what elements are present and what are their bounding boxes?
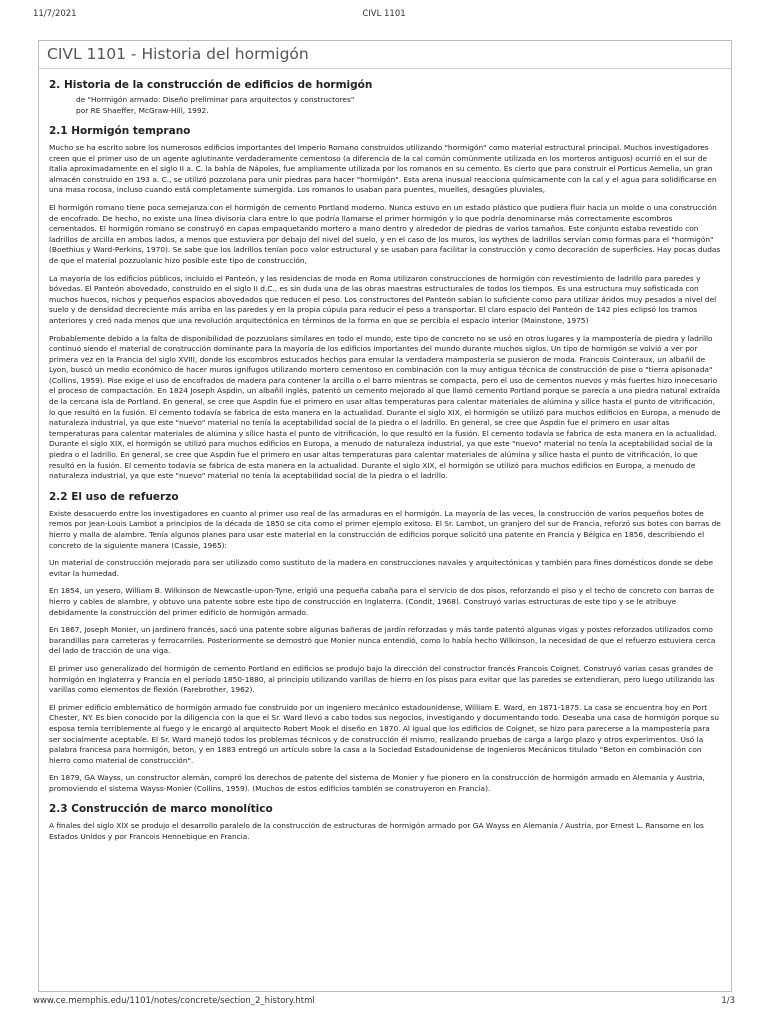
main-content <box>39 69 731 843</box>
reference-line: de "Hormigón armado: Diseño preliminar para arquitectos y constructores" <box>76 95 355 104</box>
paragraph: A finales del siglo XIX se produjo el desarrollo paralelo de la construcción de estructuras de hormigón armado por GA Wayss en Alemania / Austria, por Ernest L. Ransome en los Estados Unidos y por Francois Hennebique en Francia. <box>49 821 704 842</box>
print-header <box>0 0 768 24</box>
paragraph: La mayoría de los edificios públicos, incluido el Panteón, y las residencias de moda en Roma utilizaron construcciones de hormigón con revestimiento de ladrillo para paredes y bóvedas. El Panteón abovedado, construido en el siglo II d.C., es sin duda una de las obras maestras estructurales de todos los tiempos. Es una estructura muy sofisticada con muchos huecos, nichos y pequeños espacios abovedados que reducen el peso. Los constructores del Panteón sabían lo suficiente como para utilizar áridos muy pesados a nivel del suelo y de densidad decreciente más arriba en las paredes y en la propia cúpula para reducir el peso a transportar. El claro espacio del Panteón de 142 pies eclipsó los tramos anteriores y creó nada menos que una revolución arquitectónica en términos de la forma en que se percibía el espacio interior (Mainstone, 1975) <box>49 273 717 325</box>
paragraph: El primer uso generalizado del hormigón de cemento Portland en edificios se produjo bajo la dirección del constructor francés Francois Coignet. Construyó varias casas grandes de hormigón en Inglaterra y Francia en el período 1850-1880, al principio utilizando varillas de hierro en los pisos para evitar que las paredes se extendieran, pero luego utilizando las varillas como elementos de flexión (Farebrother, 1962). <box>49 663 715 695</box>
content-frame <box>38 40 732 992</box>
subsection-heading-early-concrete: 2.1 Hormigón temprano <box>49 125 191 137</box>
print-date: 11/7/2021 <box>33 9 77 19</box>
paragraph: Un material de construcción mejorado para ser utilizado como sustituto de la madera en construcciones navales y arquitectónicas y también para fines domésticos donde se debe evitar la humedad. <box>49 558 714 578</box>
reference-line: por RE Shaeffer, McGraw-Hill, 1992. <box>76 105 209 115</box>
page-url: www.ce.memphis.edu/1101/notes/concrete/section_2_history.html <box>33 996 315 1006</box>
section-title: 2. Historia de la construcción de edificios de hormigón <box>49 79 373 91</box>
paragraph: Mucho se ha escrito sobre los numerosos edificios importantes del Imperio Romano construidos utilizando "hormigón" como material estructural principal. Muchos investigadores creen que el primer uso de un agente aglutinante verdaderamente cementoso (a diferencia de la cal común comúnmente utilizada en los morteros antiguos) ocurrió en el sur de Italia aproximadamente en el siglo II a. C. la bahía de Nápoles, fue ampliamente utilizada por los romanos en su cemento. Es cierto que para construir el Porticus Aemelia, un gran almacén construido en 193 a. C., se utilizó pozzolana para unir piedras para hacer "hormigón". Esta arena inusual reacciona químicamente con la cal y el agua para solidificarse en una masa rocosa, incluso cuando está completamente sumergida. Los romanos lo usaban para puentes, muelles, desagües pluviales, <box>49 143 717 195</box>
print-title: CIVL 1101 <box>362 9 406 19</box>
source-reference <box>76 95 721 116</box>
paragraph: En 1879, GA Wayss, un constructor alemán, compró los derechos de patente del sistema de Monier y fue pionero en la construcción de hormigón armado en Alemania y Austria, promoviendo el sistema Wayss-Monier (Collins, 1959). (Muchos de estos edificios también se construyeron en Francia). <box>49 773 705 793</box>
paragraph: En 1854, un yesero, William B. Wilkinson de Newcastle-upon-Tyne, erigió una pequeña cabaña para el servicio de dos pisos, reforzando el piso y el techo de concreto con barras de hierro y cables de alambre, y obtuvo una patente sobre este tipo de construcción en Inglaterra. (Condit, 1968). Construyó varias estructuras de este tipo y se le atribuye debidamente la construcción del primer edificio de hormigón armado. <box>49 586 715 617</box>
subsection-heading-monolithic-frame: 2.3 Construcción de marco monolítico <box>49 803 273 816</box>
subsection-heading-reinforcement: 2.2 El uso de refuerzo <box>49 490 179 503</box>
paragraph: Existe desacuerdo entre los investigadores en cuanto al primer uso real de las armaduras en el hormigón. La mayoría de las veces, la construcción de varios pequeños botes de remos por Jean-Louis Lambot a principios de la década de 1850 se cita como el primer ejemplo exitoso. El Sr. Lambot, un granjero del sur de Francia, reforzó sus botes con barras de hierro y malla de alambre. Tenía algunos planes para usar este material en la construcción de edificios porque solicitó una patente en Francia y Bélgica en 1856, describiendo el concreto de la siguiente manera (Cassie, 1965): <box>49 508 721 550</box>
paragraph: El hormigón romano tiene poca semejanza con el hormigón de cemento Portland moderno. Nunca estuvo en un estado plástico que pudiera fluir hacia un molde o una construcción de encofrado. De hecho, no existe una línea divisoria clara entre lo que podría llamarse el primer hormigón y lo que podría denominarse más correctamente escombros cementados. El hormigón romano se construyó en capas empaquetando mortero a mano dentro y alrededor de piedras de varios tamaños. Este conjunto estaba revestido con ladrillos de arcilla en ambos lados, a menos que estuviera por debajo del nivel del suelo, y en el caso de los muros, los wythes de ladrillos servían como formas para el "hormigón" (Boethius y Ward-Perkins, 1970). Se sabe que los ladrillos tenían poco valor estructural y se usaban para facilitar la construcción y como decoración de superficies. Hay pocas dudas de que el material pozzuolanic hizo posible este tipo de construcción, <box>49 202 721 265</box>
paragraph: Probablemente debido a la falta de disponibilidad de pozzuolans similares en todo el mundo, este tipo de concreto no se usó en otros lugares y la mampostería de piedra y ladrillo continuó siendo el material de construcción dominante para la mayoría de los edificios importantes del mundo durante muchos siglos. Un tipo de hormigón se volvió a ver por primera vez en la Francia del siglo XVIII, donde los escombros estucados hechos para emular la verdadera mampostería se pusieron de moda. Francois Cointeraux, un albañil de Lyon, buscó un medio económico de hacer muros ignífugos utilizando mortero cementoso en combinación con la muy antigua técnica de construcción de pise o "tierra apisonada" (Collins, 1959). Pise exige el uso de encofrados de madera para contener la arcilla o el barro mientras se compacta, pero el uso de cementos nuevos y más fuertes hizo innecesario el proceso de compactación. En 1824 Joseph Aspdin, un albañil inglés, patentó un cemento mejorado al que llamó cemento Portland porque se parecía a una piedra natural extraída de la cercana isla de Portland. En general, se cree que Aspdin fue el primero en usar altas temperaturas para calentar materiales de alúmina y sílice hasta el punto de vitrificación, lo que resultó en la fusión. El cemento todavía se fabrica de esta manera en la actualidad. Durante el siglo XIX, el hormigón se utilizó para muchos edificios en Europa, a menudo de naturaleza industrial, ya que este "nuevo" material no tenía la aceptabilidad social de la piedra o el ladrillo. En general, se cree que Aspdin fue el primero en usar altas temperaturas para calentar materiales de alúmina y sílice hasta el punto de vitrificación, lo que resultó en la fusión. El cemento todavía se fabrica de esta manera en la actualidad. Durante el siglo XIX, el hormigón se utilizó para muchos edificios en Europa, a menudo de naturaleza industrial, ya que este "nuevo" material no tenía la aceptabilidad social de la piedra o el ladrillo. En general, se cree que Aspdin fue el primero en usar altas temperaturas para calentar materiales de alúmina y sílice hasta el punto de vitrificación, lo que resultó en la fusión. El cemento todavía se fabrica de esta manera en la actualidad. Durante el siglo XIX, el hormigón se utilizó para muchos edificios en Europa, a menudo de naturaleza industrial, ya que este "nuevo" material no tenía la aceptabilidad social de la piedra o el ladrillo. <box>49 333 721 481</box>
page-number: 1/3 <box>721 996 735 1006</box>
print-footer <box>0 992 768 1012</box>
course-title: CIVL 1101 - Historia del hormigón <box>39 41 731 69</box>
paragraph: En 1867, Joseph Monier, un jardinero francés, sacó una patente sobre algunas bañeras de jardín reforzadas y más tarde patentó algunas vigas y postes reforzados utilizados como barandillas para carreteras y ferrocarriles. Posteriormente se demostró que Monier nunca entendió, como lo había hecho Wilkinson, la necesidad de que el refuerzo estuviera cerca del lado de tracción de una viga. <box>49 625 716 656</box>
paragraph: El primer edificio emblemático de hormigón armado fue construido por un ingeniero mecánico estadounidense, William E. Ward, en 1871-1875. La casa se encuentra hoy en Port Chester, NY. Es bien conocido por la diligencia con la que el Sr. Ward llevó a cabo todos sus negocios, investigando y documentando todo. Deseaba una casa de hormigón porque su esposa temía terriblemente al fuego y le encargó al arquitecto Robert Mook el diseño en 1870. Al igual que los edificios de Coignet, se hizo para parecerse a la mampostería para ser socialmente aceptable. El Sr. Ward manejó todos los problemas técnicos y de construcción él mismo, realizando pruebas de carga a largo plazo y otros experimentos. Usó la palabra francesa para hormigón, beton, y en 1883 entregó un artículo sobre la casa a la Sociedad Estadounidense de Ingenieros Mecánicos titulado "Beton en combinación con hierro como material de construcción". <box>49 702 719 765</box>
